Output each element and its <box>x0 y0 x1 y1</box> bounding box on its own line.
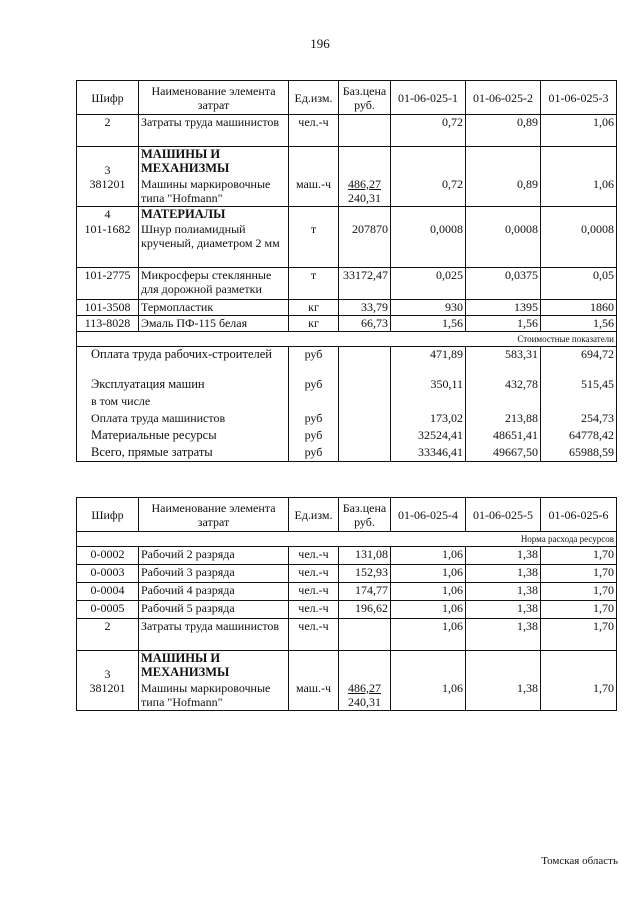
summary-unit: руб <box>289 411 339 428</box>
section-code: 4 <box>77 207 139 222</box>
row-value: 1,06 <box>391 547 466 565</box>
section-row <box>77 207 617 222</box>
row-price: 486,27 240,31 <box>339 681 391 711</box>
row-value: 1,70 <box>541 681 617 711</box>
row-name: Рабочий 3 разряда <box>139 565 289 583</box>
row-code: 2 <box>77 115 139 147</box>
row-code: 0-0002 <box>77 547 139 565</box>
page-number: 196 <box>310 36 330 51</box>
header-col-3: 01-06-025-3 <box>541 81 617 115</box>
summary-label: Материальные ресурсы <box>77 428 289 445</box>
table-row <box>77 222 617 268</box>
row-unit: чел.-ч <box>289 601 339 619</box>
header-price: Баз.цена руб. <box>339 81 391 115</box>
row-code: 381201 <box>77 177 139 207</box>
row-value: 1,70 <box>541 601 617 619</box>
table-row <box>77 583 617 601</box>
summary-unit: руб <box>289 377 339 394</box>
header-col-6: 01-06-025-6 <box>541 498 617 532</box>
row-name: Микросферы стеклянные для дорожной разметки <box>139 268 289 300</box>
row-value: 1,38 <box>466 681 541 711</box>
section-title: МАШИНЫ И МЕХАНИЗМЫ <box>139 147 289 177</box>
row-name: Рабочий 4 разряда <box>139 583 289 601</box>
summary-value: 65988,59 <box>541 445 617 462</box>
summary-row <box>77 428 617 445</box>
row-value: 0,025 <box>391 268 466 300</box>
row-value: 0,0008 <box>541 222 617 268</box>
table-row <box>77 547 617 565</box>
summary-value: 432,78 <box>466 377 541 394</box>
header-code: Шифр <box>77 81 139 115</box>
row-value: 930 <box>391 300 466 316</box>
row-value: 0,0008 <box>391 222 466 268</box>
summary-unit: руб <box>289 445 339 462</box>
summary-value: 515,45 <box>541 377 617 394</box>
norm-row <box>77 532 617 547</box>
row-value: 1,56 <box>541 316 617 332</box>
resource-table-2 <box>76 497 617 711</box>
table-row <box>77 619 617 651</box>
region-footer: Томская область <box>541 855 618 867</box>
row-value: 1,06 <box>541 115 617 147</box>
summary-value: 64778,42 <box>541 428 617 445</box>
row-price: 174,77 <box>339 583 391 601</box>
row-value: 1,06 <box>391 681 466 711</box>
section-row <box>77 651 617 681</box>
section-code: 3 <box>77 147 139 177</box>
row-value: 1,06 <box>541 177 617 207</box>
row-code: 0-0005 <box>77 601 139 619</box>
header-col-5: 01-06-025-5 <box>466 498 541 532</box>
row-unit: маш.-ч <box>289 177 339 207</box>
row-code: 101-2775 <box>77 268 139 300</box>
row-price: 66,73 <box>339 316 391 332</box>
row-name: Машины маркировочные типа "Hofmann" <box>139 681 289 711</box>
row-unit: маш.-ч <box>289 681 339 711</box>
summary-row <box>77 394 617 411</box>
row-price: 207870 <box>339 222 391 268</box>
row-code: 381201 <box>77 681 139 711</box>
table-row <box>77 565 617 583</box>
row-unit: кг <box>289 316 339 332</box>
header-col-1: 01-06-025-1 <box>391 81 466 115</box>
row-value: 1,70 <box>541 619 617 651</box>
row-value: 1,38 <box>466 619 541 651</box>
summary-value: 32524,41 <box>391 428 466 445</box>
row-value: 0,89 <box>466 177 541 207</box>
row-unit: кг <box>289 300 339 316</box>
summary-label: Эксплуатация машин <box>77 377 289 394</box>
row-value: 1395 <box>466 300 541 316</box>
table-row <box>77 177 617 207</box>
summary-value: 48651,41 <box>466 428 541 445</box>
summary-label: Оплата труда машинистов <box>77 411 289 428</box>
header-name: Наименование элемента затрат <box>139 498 289 532</box>
row-value: 0,89 <box>466 115 541 147</box>
summary-value: 33346,41 <box>391 445 466 462</box>
summary-row <box>77 411 617 428</box>
row-value: 1,06 <box>391 619 466 651</box>
row-value: 1,06 <box>391 583 466 601</box>
norm-label: Норма расхода ресурсов <box>77 532 617 547</box>
row-unit: чел.-ч <box>289 565 339 583</box>
summary-value: 254,73 <box>541 411 617 428</box>
cost-indicators-row <box>77 332 617 347</box>
row-unit: чел.-ч <box>289 619 339 651</box>
row-value: 0,72 <box>391 115 466 147</box>
row-name: Рабочий 2 разряда <box>139 547 289 565</box>
row-value: 1860 <box>541 300 617 316</box>
summary-label: в том числе <box>77 394 289 411</box>
row-unit: чел.-ч <box>289 583 339 601</box>
row-value: 1,06 <box>391 565 466 583</box>
header-unit: Ед.изм. <box>289 498 339 532</box>
resource-table-1 <box>76 80 617 462</box>
row-value: 1,70 <box>541 565 617 583</box>
header-price: Баз.цена руб. <box>339 498 391 532</box>
row-value: 1,56 <box>391 316 466 332</box>
summary-value: 213,88 <box>466 411 541 428</box>
row-value: 1,56 <box>466 316 541 332</box>
summary-row <box>77 377 617 394</box>
row-price: 33,79 <box>339 300 391 316</box>
row-unit: т <box>289 222 339 268</box>
header-col-4: 01-06-025-4 <box>391 498 466 532</box>
row-name: Затраты труда машинистов <box>139 115 289 147</box>
row-code: 113-8028 <box>77 316 139 332</box>
row-code: 0-0003 <box>77 565 139 583</box>
summary-unit: руб <box>289 428 339 445</box>
row-code: 2 <box>77 619 139 651</box>
summary-value: 583,31 <box>466 347 541 377</box>
row-value: 0,05 <box>541 268 617 300</box>
row-value: 1,38 <box>466 565 541 583</box>
row-value: 0,0375 <box>466 268 541 300</box>
table-row <box>77 115 617 147</box>
summary-row <box>77 445 617 462</box>
row-price: 33172,47 <box>339 268 391 300</box>
row-value: 1,70 <box>541 547 617 565</box>
row-price: 152,93 <box>339 565 391 583</box>
row-value: 1,06 <box>391 601 466 619</box>
row-price: 131,08 <box>339 547 391 565</box>
table-row <box>77 300 617 316</box>
row-price: 486,27 240,31 <box>339 177 391 207</box>
row-name: Шнур полиамидный крученый, диаметром 2 мм <box>139 222 289 268</box>
row-unit: чел.-ч <box>289 547 339 565</box>
row-code: 0-0004 <box>77 583 139 601</box>
row-code: 101-3508 <box>77 300 139 316</box>
row-value: 1,38 <box>466 547 541 565</box>
row-value: 1,38 <box>466 583 541 601</box>
row-name: Затраты труда машинистов <box>139 619 289 651</box>
row-price: 196,62 <box>339 601 391 619</box>
summary-label: Оплата труда рабочих-строителей <box>77 347 289 377</box>
row-name: Машины маркировочные типа "Hofmann" <box>139 177 289 207</box>
table-row <box>77 601 617 619</box>
summary-value: 350,11 <box>391 377 466 394</box>
summary-row <box>77 347 617 377</box>
section-title: МАТЕРИАЛЫ <box>139 207 289 222</box>
header-unit: Ед.изм. <box>289 81 339 115</box>
cost-indicators-label: Стоимостные показатели <box>77 332 617 347</box>
row-name: Термопластик <box>139 300 289 316</box>
summary-value: 49667,50 <box>466 445 541 462</box>
row-name: Эмаль ПФ-115 белая <box>139 316 289 332</box>
header-name: Наименование элемента затрат <box>139 81 289 115</box>
row-value: 1,70 <box>541 583 617 601</box>
summary-value: 694,72 <box>541 347 617 377</box>
row-code: 101-1682 <box>77 222 139 268</box>
section-title: МАШИНЫ И МЕХАНИЗМЫ <box>139 651 289 681</box>
row-value: 0,0008 <box>466 222 541 268</box>
summary-value: 471,89 <box>391 347 466 377</box>
table-row <box>77 268 617 300</box>
table-row <box>77 681 617 711</box>
header-code: Шифр <box>77 498 139 532</box>
header-col-2: 01-06-025-2 <box>466 81 541 115</box>
table-row <box>77 316 617 332</box>
row-value: 0,72 <box>391 177 466 207</box>
row-unit: чел.-ч <box>289 115 339 147</box>
section-code: 3 <box>77 651 139 681</box>
section-row <box>77 147 617 177</box>
row-value: 1,38 <box>466 601 541 619</box>
summary-value: 173,02 <box>391 411 466 428</box>
summary-unit: руб <box>289 347 339 377</box>
row-unit: т <box>289 268 339 300</box>
summary-label: Всего, прямые затраты <box>77 445 289 462</box>
row-name: Рабочий 5 разряда <box>139 601 289 619</box>
